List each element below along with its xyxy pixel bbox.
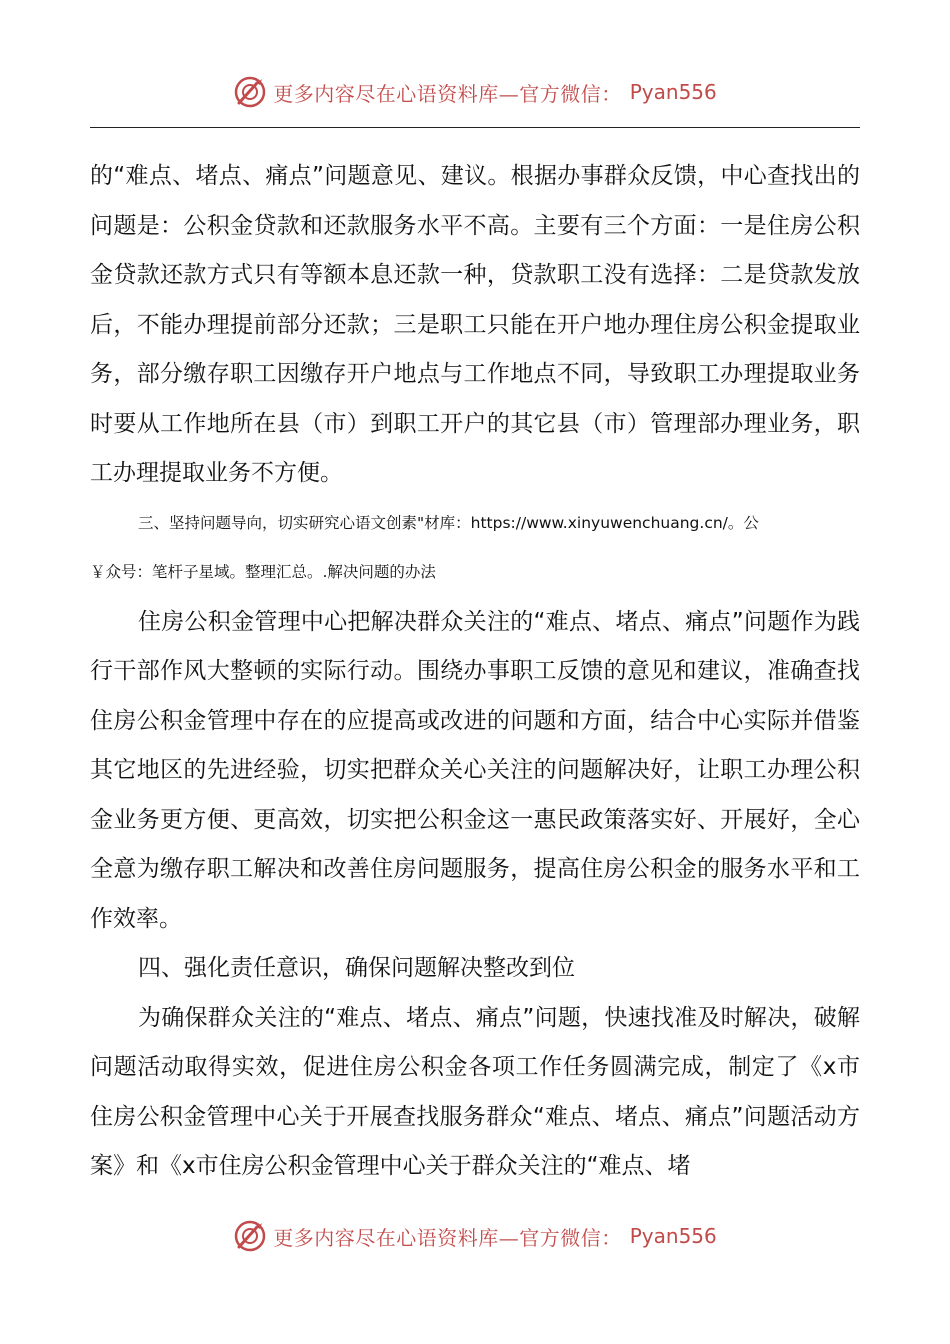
header-banner <box>0 72 950 112</box>
paragraph-1: 的“难点、堵点、痛点”问题意见、建议。根据办事群众反馈，中心查找出的问题是：公积金贷款和还款服务水平不高。主要有三个方面：一是住房公积金贷款还款方式只有等额本息还款一种，贷款职工没有选择：二是贷款发放后，不能办理提前部分还款；三是职工只能在开户地办理住房公积金提取业务，部分缴存职工因缴存开户地点与工作地点不同，导致职工办理提取业务时要从工作地所在县（市）到职工开户的其它县（市）管理部办理业务，职工办理提取业务不方便。 <box>90 163 860 486</box>
header-banner-text: 更多内容尽在心语资料库—官方微信： <box>273 81 622 106</box>
document-body <box>90 152 860 1192</box>
section-heading-4: 四、强化责任意识，确保问题解决整改到位 <box>138 955 575 981</box>
logo-icon <box>233 1219 267 1253</box>
header-wechat-id: Pyan556 <box>629 80 717 104</box>
logo-icon <box>233 75 267 109</box>
small-line-2: ￥众号：笔杆子星域。整理汇总。.解决问题的办法 <box>90 563 436 581</box>
paragraph-2: 住房公积金管理中心把解决群众关注的“难点、堵点、痛点”问题作为践行干部作风大整顿的实际行动。围绕办事职工反馈的意见和建议，准确查找住房公积金管理中存在的应提高或改进的问题和方面，结合中心实际并借鉴其它地区的先进经验，切实把群众关心关注的问题解决好，让职工办理公积金业务更方便、更高效，切实把公积金这一惠民政策落实好、开展好，全心全意为缴存职工解决和改善住房问题服务，提高住房公积金的服务水平和工作效率。 <box>90 608 860 932</box>
header-divider <box>90 127 860 128</box>
footer-banner-text: 更多内容尽在心语资料库—官方微信： <box>273 1225 622 1250</box>
footer-banner <box>0 1216 950 1256</box>
paragraph-3: 为确保群众关注的“难点、堵点、痛点”问题，快速找准及时解决，破解问题活动取得实效，促进住房公积金各项工作任务圆满完成，制定了《x市住房公积金管理中心关于开展查找服务群众“难点、堵点、痛点”问题活动方案》和《x市住房公积金管理中心关于群众关注的“难点、堵 <box>90 1004 860 1179</box>
footer-wechat-id: Pyan556 <box>629 1224 717 1248</box>
small-line-1: 三、坚持问题导向，切实研究心语文创素"材库：https://www.xinyuwenchuang.cn/。公 <box>138 513 759 532</box>
